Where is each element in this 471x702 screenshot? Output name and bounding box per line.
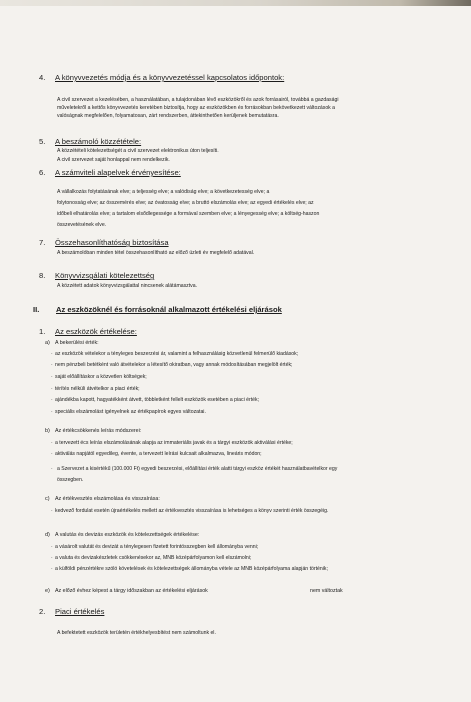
paragraph-line: összevetésének elve. <box>57 222 107 228</box>
paragraph-line: műveletekről a kettős könyvvezetés keretében biztosítja, hogy az eszközökben és forrásokban bekövetkezett változások a <box>57 105 336 111</box>
list-item: a vásárolt valutát és devizát a ténylegesen fizetett forintösszegben kell állományba venni; <box>55 544 259 550</box>
section-number: 6. <box>39 168 46 177</box>
section-title: A beszámoló közzététele: <box>55 137 142 146</box>
paragraph-line: A civil szervezet a kezelésében, a használatában, a tulajdonában lévő eszközökről és azok forrásairól, továbbá a gazdasági <box>57 97 339 103</box>
item-marker: a) <box>45 340 50 346</box>
bullet-dot: · <box>51 451 53 457</box>
section-number: 8. <box>39 271 46 280</box>
paragraph-line: A vállalkozás folytatásának elve; a teljesség elve; a valódiság elve; a következetesség elve; a <box>57 189 270 195</box>
item-marker: d) <box>45 532 50 538</box>
list-item: kedvező fordulat esetén újraértékelés mellett az értékvesztés visszaírása is lehetséges a könyv szerinti érték összegéig. <box>55 508 329 514</box>
scan-edge <box>0 0 471 6</box>
bullet-dot: · <box>51 508 53 514</box>
bullet-dot: · <box>51 466 53 472</box>
list-item-continuation: összegben. <box>57 477 84 483</box>
section-title: Könyvvizsgálati kötelezettség <box>55 271 155 280</box>
paragraph-line: A beszámolóban minden tétel összehasonlítható az előző üzleti év megfelelő adatával. <box>57 250 255 256</box>
item-marker: e) <box>45 588 50 594</box>
section-number: 7. <box>39 238 46 247</box>
bullet-dot: · <box>51 397 53 403</box>
paragraph-line: A civil szervezet saját honlappal nem rendelkezik. <box>57 157 170 163</box>
section-number: 4. <box>39 73 46 82</box>
list-item: a külföldi pénzértékre szóló követelések és kötelezettségek állományba vétele az MNB középárfolyama alapján történik; <box>55 566 328 572</box>
list-item: a tervezett écs leírás elszámolásának alapja az immateriális javak és a tárgyi eszközök aktiválási értéke; <box>55 440 293 446</box>
list-item: az eszközök vételekor a tényleges beszerzési ár, valamint a felhasználásig közvetlenül felmerülő kiadások; <box>55 351 299 357</box>
list-item: ajándékba kapott, hagyatékként átvett, többletként fellelt eszközök esetében a piaci érték; <box>55 397 260 403</box>
section-number: II. <box>33 305 40 314</box>
bullet-dot: · <box>51 566 53 572</box>
list-item: nem pénzbeli betétként való átvételekor a létesítő okiratban, vagy annak módosításában megjelölt érték; <box>55 362 293 368</box>
list-item: a valuta és devizakészletek csökkenésekor az, MNB középárfolyamon kell elszámolni; <box>55 555 252 561</box>
section-number: 1. <box>39 327 46 336</box>
bullet-dot: · <box>51 555 53 561</box>
bullet-dot: · <box>51 351 53 357</box>
item-heading: Az értékvesztés elszámolása és visszaírása: <box>55 496 160 502</box>
paragraph-line: A közzétett adatok könyvvizsgálattal nincsenek alátámasztva. <box>57 283 198 289</box>
section-title: A könyvvezetés módja és a könyvvezetéssel kapcsolatos időpontok: <box>55 73 285 82</box>
item-heading: A valutás és devizás eszközök és kötelezettségek értékelése: <box>55 532 200 538</box>
paragraph-line: időbeli elhatárolás elve; a tartalom elsődlegessége a formával szemben elve; a lényegesség elve; a költség-haszon <box>57 211 320 217</box>
list-item: a Szervezet a kisértékű (100.000 Ft) egyedi beszerzési, előállítási érték alatti tárgyi eszköz értékét használatbavételkor egy <box>57 466 338 472</box>
bullet-dot: · <box>51 386 53 392</box>
list-item: saját előállításkor a közvetlen költségek; <box>55 374 147 380</box>
bullet-dot: · <box>51 374 53 380</box>
bullet-dot: · <box>51 440 53 446</box>
list-item: térítés nélküli átvételkor a piaci érték; <box>55 386 140 392</box>
section-title: A számviteli alapelvek érvényesítése: <box>55 168 181 177</box>
item-heading: Az értékcsökkenés leírás módszerei: <box>55 428 142 434</box>
paragraph-line: folytonosság elve; az összemérés elve; az óvatosság elve; a bruttó elszámolás elve; az egyedi értékelés elve; az <box>57 200 314 206</box>
paragraph-line: A befektetett eszközök területén értékhelyesbítést nem számoltunk el. <box>57 630 216 636</box>
item-marker: b) <box>45 428 50 434</box>
bullet-dot: · <box>51 544 53 550</box>
paragraph-line: valóságnak megfelelően, folyamatosan, zárt rendszerben, áttekinthetően kerüljenek bemutatásra. <box>57 113 279 119</box>
list-item: speciális elszámolást igényelnek az értékpapírok egyes változatai. <box>55 409 206 415</box>
item-value: nem változtak <box>310 588 343 594</box>
section-title: Az eszközöknél és forrásoknál alkalmazott értékelési eljárások <box>56 305 282 314</box>
item-text: Az előző évhez képest a tárgy időszakban az értékelési eljárások <box>55 588 208 594</box>
paragraph-line: A közzétételi kötelezettségét a civil szervezet elektronikus úton teljesíti. <box>57 148 219 154</box>
section-number: 2. <box>39 607 46 616</box>
section-number: 5. <box>39 137 46 146</box>
bullet-dot: · <box>51 362 53 368</box>
section-title: Összehasonlíthatóság biztosítása <box>55 238 169 247</box>
list-item: aktiválás napjától egyedileg, évente, a tervezett leírási kulcsait alkalmazva, lineáris módon; <box>55 451 262 457</box>
item-heading: A bekerülési érték: <box>55 340 99 346</box>
section-title: Az eszközök értékelése: <box>55 327 137 336</box>
item-marker: c) <box>45 496 50 502</box>
bullet-dot: · <box>51 409 53 415</box>
section-title: Piaci értékelés <box>55 607 105 616</box>
